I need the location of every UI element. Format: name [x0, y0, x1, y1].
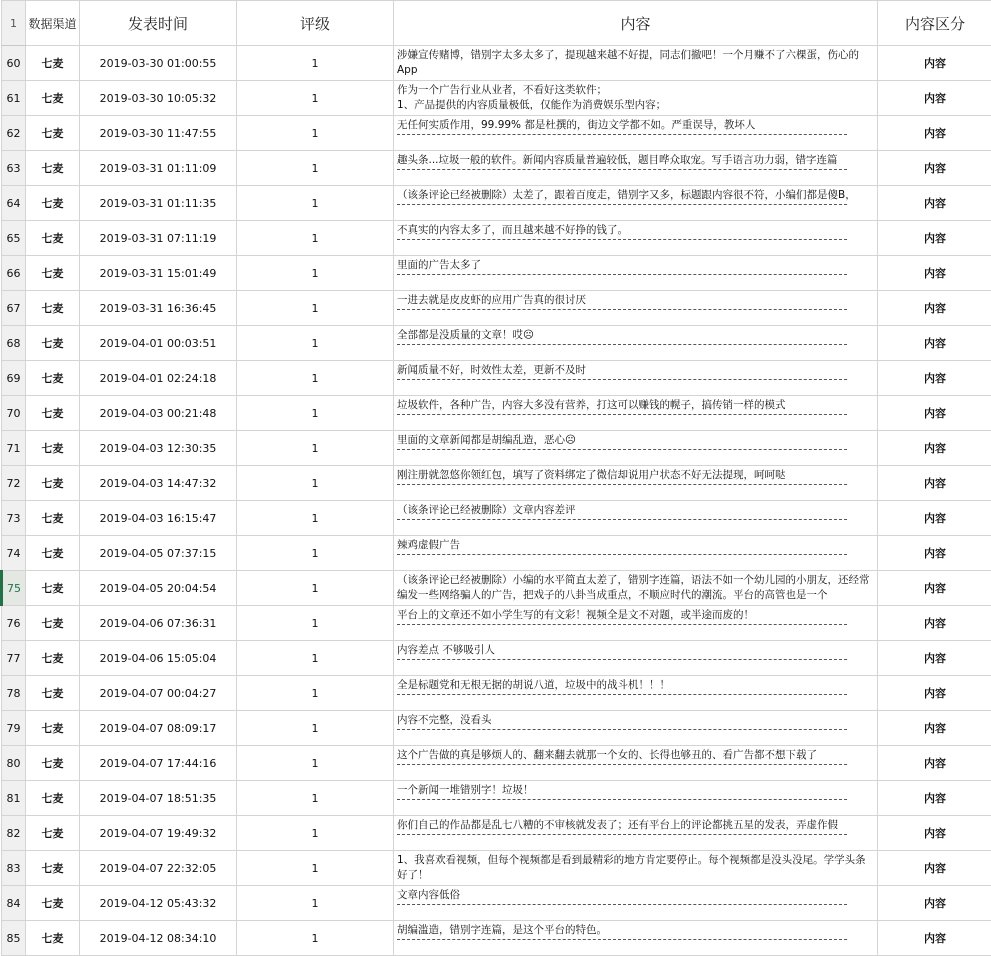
table-row[interactable] [2, 781, 991, 816]
cell-time[interactable]: 2019-03-31 01:11:35 [80, 186, 237, 221]
cell-source[interactable]: 七麦 [26, 886, 80, 921]
cell-source[interactable]: 七麦 [26, 781, 80, 816]
table-row[interactable] [2, 46, 991, 81]
cell-category[interactable]: 内容 [878, 431, 991, 466]
dashed-separator [397, 239, 847, 240]
cell-category[interactable]: 内容 [878, 501, 991, 536]
content-text: 新闻质量不好，时效性太差，更新不及时 [397, 363, 874, 378]
table-row[interactable] [2, 921, 991, 956]
row-number[interactable]: 71 [2, 431, 26, 466]
cell-source[interactable]: 七麦 [26, 676, 80, 711]
cell-rating[interactable]: 1 [237, 536, 394, 571]
content-text: 内容不完整，没看头 [397, 713, 874, 728]
cell-rating[interactable]: 1 [237, 501, 394, 536]
content-text: 作为一个广告行业从业者，不看好这类软件； 1、产品提供的内容质量极低，仅能作为消费娱乐型内容； [397, 83, 874, 113]
row-number[interactable]: 82 [2, 816, 26, 851]
column-header-time[interactable]: 发表时间 [80, 1, 237, 46]
cell-content[interactable] [394, 641, 878, 676]
cell-rating[interactable]: 1 [237, 256, 394, 291]
cell-source[interactable]: 七麦 [26, 361, 80, 396]
cell-rating[interactable]: 1 [237, 291, 394, 326]
table-row[interactable] [2, 396, 991, 431]
dashed-separator [397, 449, 847, 450]
dashed-separator [397, 939, 847, 940]
dashed-separator [397, 554, 847, 555]
content-text: 垃圾软件，各种广告，内容大多没有营养，打这可以赚钱的幌子，搞传销一样的模式 [397, 398, 874, 413]
content-text: 无任何实质作用，99.99% 都是杜撰的，街边文学都不如。严重误导，教坏人 [397, 118, 874, 133]
cell-source[interactable]: 七麦 [26, 46, 80, 81]
cell-rating[interactable]: 1 [237, 326, 394, 361]
cell-content[interactable] [394, 46, 878, 81]
column-header-category[interactable]: 内容区分 [878, 1, 991, 46]
cell-time[interactable]: 2019-03-30 10:05:32 [80, 81, 237, 116]
cell-category[interactable]: 内容 [878, 256, 991, 291]
table-row[interactable] [2, 466, 991, 501]
dashed-separator [397, 379, 847, 380]
cell-rating[interactable]: 1 [237, 606, 394, 641]
content-text: 平台上的文章还不如小学生写的有文彩！视频全是文不对题，或半途而废的！ [397, 608, 874, 623]
cell-time[interactable]: 2019-03-30 01:00:55 [80, 46, 237, 81]
column-header-source[interactable]: 数据渠道 [26, 1, 80, 46]
table-row[interactable] [2, 746, 991, 781]
cell-time[interactable]: 2019-04-06 07:36:31 [80, 606, 237, 641]
dashed-separator [397, 834, 847, 835]
cell-content[interactable] [394, 256, 878, 291]
content-text: 里面的文章新闻都是胡编乱造，恶心☹ [397, 433, 874, 448]
cell-time[interactable]: 2019-03-31 01:11:09 [80, 151, 237, 186]
content-text: 辣鸡虚假广告 [397, 538, 874, 553]
content-text: 胡编滥造，错别字连篇，是这个平台的特色。 [397, 923, 874, 938]
row-number[interactable]: 80 [2, 746, 26, 781]
row-number[interactable]: 78 [2, 676, 26, 711]
row-number[interactable]: 84 [2, 886, 26, 921]
row-number[interactable]: 65 [2, 221, 26, 256]
table-row[interactable] [2, 641, 991, 676]
dashed-separator [397, 484, 847, 485]
cell-content[interactable] [394, 921, 878, 956]
cell-rating[interactable]: 1 [237, 466, 394, 501]
cell-rating[interactable]: 1 [237, 816, 394, 851]
cell-category[interactable]: 内容 [878, 676, 991, 711]
table-row[interactable] [2, 676, 991, 711]
cell-source[interactable]: 七麦 [26, 851, 80, 886]
cell-rating[interactable]: 1 [237, 221, 394, 256]
cell-time[interactable]: 2019-04-03 14:47:32 [80, 466, 237, 501]
dashed-separator [397, 519, 847, 520]
cell-time[interactable]: 2019-03-30 11:47:55 [80, 116, 237, 151]
table-row[interactable] [2, 326, 991, 361]
cell-category[interactable]: 内容 [878, 116, 991, 151]
cell-time[interactable]: 2019-04-01 00:03:51 [80, 326, 237, 361]
cell-source[interactable]: 七麦 [26, 571, 80, 606]
row-number[interactable]: 69 [2, 361, 26, 396]
cell-rating[interactable]: 1 [237, 46, 394, 81]
cell-rating[interactable]: 1 [237, 151, 394, 186]
row-number[interactable]: 60 [2, 46, 26, 81]
cell-rating[interactable]: 1 [237, 571, 394, 606]
cell-category[interactable]: 内容 [878, 746, 991, 781]
table-body [2, 46, 991, 956]
dashed-separator [397, 659, 847, 660]
cell-rating[interactable]: 1 [237, 921, 394, 956]
cell-content[interactable] [394, 186, 878, 221]
cell-category[interactable]: 内容 [878, 221, 991, 256]
cell-rating[interactable]: 1 [237, 676, 394, 711]
row-number[interactable]: 76 [2, 606, 26, 641]
cell-content[interactable] [394, 221, 878, 256]
cell-content[interactable] [394, 396, 878, 431]
content-text: 趣头条...垃圾一般的软件。新闻内容质量普遍较低，题目哗众取宠。写手语言功力弱，错字连篇 [397, 153, 874, 168]
content-text: 全部都是没质量的文章！哎☹ [397, 328, 874, 343]
cell-source[interactable]: 七麦 [26, 396, 80, 431]
content-text: （该条评论已经被删除）文章内容差评 [397, 503, 874, 518]
cell-content[interactable] [394, 711, 878, 746]
cell-rating[interactable]: 1 [237, 746, 394, 781]
cell-source[interactable]: 七麦 [26, 81, 80, 116]
cell-source[interactable]: 七麦 [26, 221, 80, 256]
cell-content[interactable] [394, 536, 878, 571]
cell-content[interactable] [394, 116, 878, 151]
cell-content[interactable] [394, 886, 878, 921]
row-number-header[interactable]: 1 [2, 1, 26, 46]
cell-source[interactable]: 七麦 [26, 641, 80, 676]
cell-time[interactable]: 2019-04-03 16:15:47 [80, 501, 237, 536]
cell-time[interactable]: 2019-03-31 15:01:49 [80, 256, 237, 291]
row-number[interactable]: 77 [2, 641, 26, 676]
cell-time[interactable]: 2019-04-07 00:04:27 [80, 676, 237, 711]
cell-content[interactable] [394, 571, 878, 606]
content-text: 不真实的内容太多了，而且越来越不好挣的钱了。 [397, 223, 874, 238]
cell-rating[interactable]: 1 [237, 186, 394, 221]
row-number[interactable]: 79 [2, 711, 26, 746]
cell-category[interactable]: 内容 [878, 606, 991, 641]
cell-category[interactable]: 内容 [878, 186, 991, 221]
cell-time[interactable]: 2019-03-31 16:36:45 [80, 291, 237, 326]
cell-source[interactable]: 七麦 [26, 466, 80, 501]
row-number[interactable]: 63 [2, 151, 26, 186]
cell-source[interactable]: 七麦 [26, 711, 80, 746]
table-row[interactable] [2, 186, 991, 221]
dashed-separator [397, 344, 847, 345]
table-row[interactable] [2, 221, 991, 256]
dashed-separator [397, 694, 847, 695]
cell-category[interactable]: 内容 [878, 81, 991, 116]
content-text: （该条评论已经被删除）太差了，跟着百度走，错别字又多，标题跟内容很不符，小编们都是傻B， [397, 188, 874, 203]
dashed-separator [397, 904, 847, 905]
cell-time[interactable]: 2019-04-07 17:44:16 [80, 746, 237, 781]
row-number[interactable]: 70 [2, 396, 26, 431]
column-header-rating[interactable]: 评级 [237, 1, 394, 46]
cell-category[interactable]: 内容 [878, 711, 991, 746]
table-row[interactable] [2, 116, 991, 151]
cell-source[interactable]: 七麦 [26, 746, 80, 781]
content-text: （该条评论已经被删除）小编的水平简直太差了，错别字连篇，语法不如一个幼儿园的小朋友，还经常编发一些网络骗人的广告，把戏子的八卦当成重点，不顺应时代的潮流。平台的高管也是一个 [397, 573, 874, 603]
cell-source[interactable]: 七麦 [26, 431, 80, 466]
cell-rating[interactable]: 1 [237, 851, 394, 886]
cell-time[interactable]: 2019-04-12 05:43:32 [80, 886, 237, 921]
cell-rating[interactable]: 1 [237, 81, 394, 116]
row-number[interactable]: 66 [2, 256, 26, 291]
cell-time[interactable]: 2019-04-05 20:04:54 [80, 571, 237, 606]
content-text: 一进去就是皮皮虾的应用广告真的很讨厌 [397, 293, 874, 308]
cell-content[interactable] [394, 151, 878, 186]
table-row[interactable] [2, 711, 991, 746]
content-text: 一个新闻一堆错别字！垃圾！ [397, 783, 874, 798]
cell-source[interactable]: 七麦 [26, 326, 80, 361]
cell-source[interactable]: 七麦 [26, 116, 80, 151]
cell-rating[interactable]: 1 [237, 116, 394, 151]
row-number[interactable]: 67 [2, 291, 26, 326]
content-text: 里面的广告太多了 [397, 258, 874, 273]
cell-category[interactable]: 内容 [878, 361, 991, 396]
row-number[interactable]: 68 [2, 326, 26, 361]
cell-content[interactable] [394, 466, 878, 501]
row-number[interactable]: 62 [2, 116, 26, 151]
table-row[interactable] [2, 81, 991, 116]
cell-source[interactable]: 七麦 [26, 536, 80, 571]
cell-time[interactable]: 2019-04-03 12:30:35 [80, 431, 237, 466]
content-text: 全是标题党和无根无据的胡说八道，垃圾中的战斗机！！！ [397, 678, 874, 693]
cell-category[interactable]: 内容 [878, 396, 991, 431]
table-row[interactable] [2, 571, 991, 606]
cell-content[interactable] [394, 431, 878, 466]
dashed-separator [397, 764, 847, 765]
column-header-content[interactable]: 内容 [394, 1, 878, 46]
dashed-separator [397, 624, 847, 625]
cell-category[interactable]: 内容 [878, 536, 991, 571]
content-text: 这个广告做的真是够烦人的、翻来翻去就那一个女的、长得也够丑的、看广告都不想下载了 [397, 748, 874, 763]
content-text: 1、我喜欢看视频，但每个视频都是看到最精彩的地方肯定要停止。每个视频都是没头没尾。学学头条好了！ [397, 853, 874, 883]
cell-source[interactable]: 七麦 [26, 256, 80, 291]
dashed-separator [397, 169, 847, 170]
cell-rating[interactable]: 1 [237, 641, 394, 676]
content-text: 内容差点 不够吸引人 [397, 643, 874, 658]
cell-time[interactable]: 2019-04-05 07:37:15 [80, 536, 237, 571]
row-number[interactable]: 73 [2, 501, 26, 536]
content-text: 涉嫌宣传赌博，错别字太多太多了，提现越来越不好提，同志们撤吧！一个月赚不了六棵蛋，伤心的App [397, 48, 874, 78]
cell-source[interactable]: 七麦 [26, 501, 80, 536]
cell-category[interactable]: 内容 [878, 886, 991, 921]
dashed-separator [397, 274, 847, 275]
dashed-separator [397, 414, 847, 415]
cell-category[interactable]: 内容 [878, 571, 991, 606]
content-text: 你们自己的作品都是乱七八糟的不审核就发表了；还有平台上的评论都挑五星的发表，弄虚作假 [397, 818, 874, 833]
table-row[interactable] [2, 851, 991, 886]
table-row[interactable] [2, 536, 991, 571]
row-number[interactable]: 74 [2, 536, 26, 571]
table-row[interactable] [2, 291, 991, 326]
table-row[interactable] [2, 606, 991, 641]
cell-content[interactable] [394, 746, 878, 781]
table-row[interactable] [2, 361, 991, 396]
cell-time[interactable]: 2019-04-01 02:24:18 [80, 361, 237, 396]
table-row[interactable] [2, 816, 991, 851]
row-number[interactable]: 83 [2, 851, 26, 886]
row-number[interactable]: 85 [2, 921, 26, 956]
cell-source[interactable]: 七麦 [26, 291, 80, 326]
cell-source[interactable]: 七麦 [26, 186, 80, 221]
cell-category[interactable]: 内容 [878, 466, 991, 501]
table-row[interactable] [2, 256, 991, 291]
cell-content[interactable] [394, 606, 878, 641]
cell-content[interactable] [394, 291, 878, 326]
cell-rating[interactable]: 1 [237, 781, 394, 816]
cell-time[interactable]: 2019-04-07 19:49:32 [80, 816, 237, 851]
table-row[interactable] [2, 501, 991, 536]
cell-time[interactable]: 2019-04-07 08:09:17 [80, 711, 237, 746]
cell-category[interactable]: 内容 [878, 641, 991, 676]
cell-time[interactable]: 2019-04-07 22:32:05 [80, 851, 237, 886]
cell-content[interactable] [394, 781, 878, 816]
cell-content[interactable] [394, 676, 878, 711]
cell-time[interactable]: 2019-03-31 07:11:19 [80, 221, 237, 256]
row-number[interactable]: 81 [2, 781, 26, 816]
dashed-separator [397, 729, 847, 730]
cell-time[interactable]: 2019-04-03 00:21:48 [80, 396, 237, 431]
dashed-separator [397, 799, 847, 800]
cell-source[interactable]: 七麦 [26, 921, 80, 956]
cell-rating[interactable]: 1 [237, 886, 394, 921]
dashed-separator [397, 309, 847, 310]
table-row[interactable] [2, 886, 991, 921]
cell-content[interactable] [394, 326, 878, 361]
cell-category[interactable]: 内容 [878, 291, 991, 326]
cell-rating[interactable]: 1 [237, 711, 394, 746]
cell-rating[interactable]: 1 [237, 431, 394, 466]
cell-rating[interactable]: 1 [237, 396, 394, 431]
cell-source[interactable]: 七麦 [26, 151, 80, 186]
dashed-separator [397, 204, 847, 205]
cell-category[interactable]: 内容 [878, 46, 991, 81]
cell-content[interactable] [394, 501, 878, 536]
cell-category[interactable]: 内容 [878, 851, 991, 886]
cell-content[interactable] [394, 851, 878, 886]
cell-rating[interactable]: 1 [237, 361, 394, 396]
row-number[interactable]: 61 [2, 81, 26, 116]
cell-content[interactable] [394, 361, 878, 396]
cell-content[interactable] [394, 81, 878, 116]
table-row[interactable] [2, 151, 991, 186]
cell-category[interactable]: 内容 [878, 921, 991, 956]
cell-source[interactable]: 七麦 [26, 606, 80, 641]
table-row[interactable] [2, 431, 991, 466]
cell-time[interactable]: 2019-04-06 15:05:04 [80, 641, 237, 676]
cell-content[interactable] [394, 816, 878, 851]
cell-category[interactable]: 内容 [878, 781, 991, 816]
cell-category[interactable]: 内容 [878, 151, 991, 186]
cell-source[interactable]: 七麦 [26, 816, 80, 851]
content-text: 文章内容低俗 [397, 888, 874, 903]
cell-time[interactable]: 2019-04-07 18:51:35 [80, 781, 237, 816]
row-number[interactable]: 64 [2, 186, 26, 221]
cell-time[interactable]: 2019-04-12 08:34:10 [80, 921, 237, 956]
dashed-separator [397, 134, 847, 135]
cell-category[interactable]: 内容 [878, 816, 991, 851]
cell-category[interactable]: 内容 [878, 326, 991, 361]
row-number[interactable]: 75 [2, 571, 26, 606]
content-text: 刚注册就忽悠你领红包，填写了资料绑定了微信却说用户状态不好无法提现，呵呵哒 [397, 468, 874, 483]
row-number[interactable]: 72 [2, 466, 26, 501]
header-row [2, 1, 991, 46]
